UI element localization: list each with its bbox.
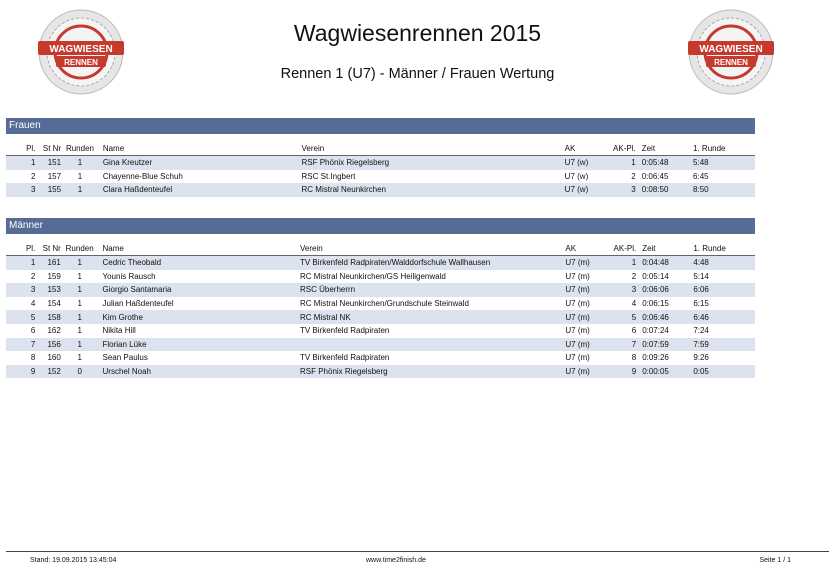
- cell-erste-runde: 6:06: [693, 283, 755, 297]
- cell-ak-pl: 1: [597, 256, 636, 270]
- cell-pl: 7: [6, 338, 35, 352]
- table-row: [6, 256, 755, 270]
- cell-zeit: 0:06:06: [636, 283, 693, 297]
- table-header-row: [6, 241, 755, 256]
- svg-text:RENNEN: RENNEN: [714, 58, 748, 67]
- cell-ak: U7 (m): [565, 326, 590, 336]
- cell-ak-pl: 7: [597, 338, 636, 352]
- column-header-name: Name: [99, 241, 300, 256]
- cell-zeit: 0:09:26: [642, 353, 669, 363]
- cell-zeit: 0:06:45: [641, 171, 669, 181]
- cell-st-nr: 156: [35, 338, 61, 352]
- page-footer: [6, 551, 829, 564]
- table-row: [6, 351, 755, 365]
- cell-erste-runde: 8:50: [693, 183, 755, 197]
- cell-verein: TV Birkenfeld Radpiraten: [299, 353, 390, 363]
- column-header-pl: Pl.: [6, 141, 35, 156]
- column-header-zeit: Zeit: [636, 241, 693, 256]
- cell-erste-runde: 7:24: [693, 326, 709, 336]
- footer-url[interactable]: www.time2finish.de: [366, 557, 426, 564]
- cell-runden: 1: [61, 283, 99, 297]
- results-table: [6, 241, 755, 378]
- cell-st-nr: 161: [35, 256, 61, 270]
- table-header-row: [6, 141, 755, 156]
- cell-runden: 0: [61, 365, 99, 379]
- cell-ak: U7 (m): [563, 283, 597, 297]
- cell-verein: RSC Überherrn: [300, 283, 563, 297]
- cell-zeit: 0:07:59: [636, 338, 693, 352]
- cell-name: Nikita Hill: [102, 326, 136, 336]
- column-header-erste-runde: 1. Runde: [693, 141, 755, 156]
- cell-zeit: 0:06:15: [642, 299, 669, 309]
- cell-zeit: 0:04:48: [636, 256, 693, 270]
- cell-st-nr: 157: [47, 171, 62, 181]
- column-header-st-nr: St Nr: [35, 241, 61, 256]
- cell-name: Clara Haßdenteufel: [99, 183, 302, 197]
- cell-verein: RSF Phönix Riegelsberg: [302, 156, 563, 170]
- cell-name: Younis Rausch: [102, 271, 156, 281]
- cell-verein: TV Birkenfeld Radpiraten/Walddorfschule Wallhausen: [300, 256, 563, 270]
- page-subtitle: Rennen 1 (U7) - Männer / Frauen Wertung: [280, 66, 555, 82]
- section-header: Männer: [6, 218, 755, 234]
- cell-runden: 1: [61, 310, 99, 324]
- cell-verein: RC Mistral Neunkirchen: [302, 183, 563, 197]
- cell-pl: 3: [6, 183, 35, 197]
- cell-runden: 1: [77, 299, 82, 309]
- cell-pl: 3: [6, 283, 35, 297]
- cell-pl: 2: [30, 171, 36, 181]
- cell-st-nr: 159: [47, 271, 61, 281]
- cell-runden: 1: [61, 338, 99, 352]
- cell-erste-runde: 5:48: [693, 156, 755, 170]
- cell-verein: RC Mistral Neunkirchen/Grundschule Steinwald: [299, 299, 469, 309]
- table-row: [6, 365, 755, 379]
- column-header-pl: Pl.: [6, 241, 35, 256]
- cell-verein: RSF Phönix Riegelsberg: [300, 365, 563, 379]
- cell-name: Julian Haßdenteufel: [102, 299, 174, 309]
- cell-runden: 1: [61, 183, 99, 197]
- cell-erste-runde: 7:59: [693, 338, 755, 352]
- cell-pl: 2: [30, 271, 36, 281]
- cell-pl: 9: [6, 365, 35, 379]
- cell-zeit: 0:05:48: [636, 156, 693, 170]
- column-header-ak-pl: AK-Pl.: [597, 241, 636, 256]
- cell-st-nr: 151: [35, 156, 61, 170]
- cell-ak-pl: 2: [631, 271, 637, 281]
- cell-erste-runde: 0:05: [693, 365, 755, 379]
- column-header-verein: Verein: [300, 241, 563, 256]
- cell-ak: U7 (m): [563, 310, 597, 324]
- cell-st-nr: 158: [35, 310, 61, 324]
- cell-verein: [300, 338, 563, 352]
- svg-text:WAGWIESEN: WAGWIESEN: [699, 44, 763, 55]
- cell-pl: 8: [30, 353, 36, 363]
- cell-erste-runde: 6:15: [693, 299, 709, 309]
- cell-pl: 1: [6, 156, 35, 170]
- column-header-ak: AK: [563, 141, 597, 156]
- page-title: Wagwiesenrennen 2015: [293, 20, 542, 46]
- cell-st-nr: 162: [47, 326, 61, 336]
- cell-ak-pl: 9: [597, 365, 636, 379]
- column-header-st-nr: St Nr: [35, 141, 61, 156]
- cell-runden: 1: [77, 171, 83, 181]
- cell-erste-runde: 9:26: [693, 353, 709, 363]
- cell-ak-pl: 4: [631, 299, 637, 309]
- cell-ak: U7 (m): [563, 338, 597, 352]
- section-frauen: [6, 118, 755, 197]
- cell-runden: 1: [77, 271, 82, 281]
- column-header-name: Name: [99, 141, 302, 156]
- table-row: [6, 324, 755, 338]
- table-row: [6, 270, 755, 284]
- svg-text:RENNEN: RENNEN: [64, 58, 98, 67]
- cell-erste-runde: 4:48: [693, 256, 755, 270]
- cell-verein: RSC St.Ingbert: [301, 171, 356, 181]
- cell-ak: U7 (m): [565, 271, 590, 281]
- svg-text:WAGWIESEN: WAGWIESEN: [49, 44, 113, 55]
- table-row: [6, 310, 755, 324]
- cell-name: Urschel Noah: [99, 365, 300, 379]
- table-row: [6, 156, 755, 170]
- table-row: [6, 283, 755, 297]
- cell-st-nr: 153: [35, 283, 61, 297]
- cell-pl: 6: [30, 326, 36, 336]
- cell-ak-pl: 2: [631, 171, 636, 181]
- cell-ak-pl: 3: [596, 183, 635, 197]
- cell-ak-pl: 5: [597, 310, 636, 324]
- cell-st-nr: 155: [35, 183, 61, 197]
- results-table: [6, 141, 755, 197]
- cell-zeit: 0:07:24: [642, 326, 669, 336]
- cell-ak: U7 (m): [565, 353, 590, 363]
- cell-zeit: 0:05:14: [642, 271, 669, 281]
- table-row: [6, 183, 755, 197]
- cell-pl: 1: [6, 256, 35, 270]
- cell-zeit: 0:08:50: [636, 183, 693, 197]
- cell-ak: U7 (w): [563, 183, 597, 197]
- table-row: [6, 297, 755, 311]
- column-header-ak-pl: AK-Pl.: [596, 141, 635, 156]
- cell-ak: U7 (m): [563, 365, 597, 379]
- cell-st-nr: 154: [47, 299, 61, 309]
- cell-zeit: 0:06:46: [636, 310, 693, 324]
- table-row: [6, 170, 755, 184]
- cell-erste-runde: 6:46: [693, 310, 755, 324]
- table-row: [6, 338, 755, 352]
- cell-name: Sean Paulus: [102, 353, 148, 363]
- cell-ak: U7 (w): [564, 171, 589, 181]
- column-header-erste-runde: 1. Runde: [693, 241, 755, 256]
- cell-erste-runde: 6:45: [693, 171, 709, 181]
- cell-ak-pl: 8: [631, 353, 637, 363]
- cell-name: Giorgio Santamaria: [99, 283, 300, 297]
- cell-ak: U7 (m): [565, 299, 590, 309]
- cell-st-nr: 152: [35, 365, 61, 379]
- cell-ak-pl: 6: [631, 326, 637, 336]
- cell-name: Florian Lüke: [99, 338, 300, 352]
- cell-pl: 4: [30, 299, 36, 309]
- cell-st-nr: 160: [47, 353, 61, 363]
- cell-pl: 5: [6, 310, 35, 324]
- column-header-verein: Verein: [302, 141, 563, 156]
- cell-erste-runde: 5:14: [693, 271, 709, 281]
- cell-verein: RC Mistral Neunkirchen/GS Heiligenwald: [299, 271, 446, 281]
- section-maenner: [6, 218, 755, 378]
- section-header: Frauen: [6, 118, 755, 134]
- footer-page-number: Seite 1 / 1: [759, 557, 791, 564]
- cell-name: Kim Grothe: [99, 310, 300, 324]
- column-header-runden: Runden: [61, 141, 99, 156]
- cell-name: Cedric Theobald: [99, 256, 300, 270]
- cell-runden: 1: [61, 256, 99, 270]
- cell-zeit: 0:00:05: [636, 365, 693, 379]
- column-header-zeit: Zeit: [636, 141, 693, 156]
- cell-ak-pl: 3: [597, 283, 636, 297]
- column-header-ak: AK: [563, 241, 597, 256]
- cell-verein: TV Birkenfeld Radpiraten: [299, 326, 390, 336]
- column-header-runden: Runden: [61, 241, 99, 256]
- cell-ak: U7 (m): [563, 256, 597, 270]
- cell-runden: 1: [77, 326, 82, 336]
- cell-ak: U7 (w): [563, 156, 597, 170]
- cell-name: Chayenne-Blue Schuh: [102, 171, 183, 181]
- cell-runden: 1: [61, 156, 99, 170]
- footer-timestamp: Stand: 19.09.2015 13:45:04: [30, 557, 117, 564]
- cell-name: Gina Kreutzer: [99, 156, 302, 170]
- cell-verein: RC Mistral NK: [300, 310, 563, 324]
- cell-runden: 1: [77, 353, 82, 363]
- cell-ak-pl: 1: [596, 156, 635, 170]
